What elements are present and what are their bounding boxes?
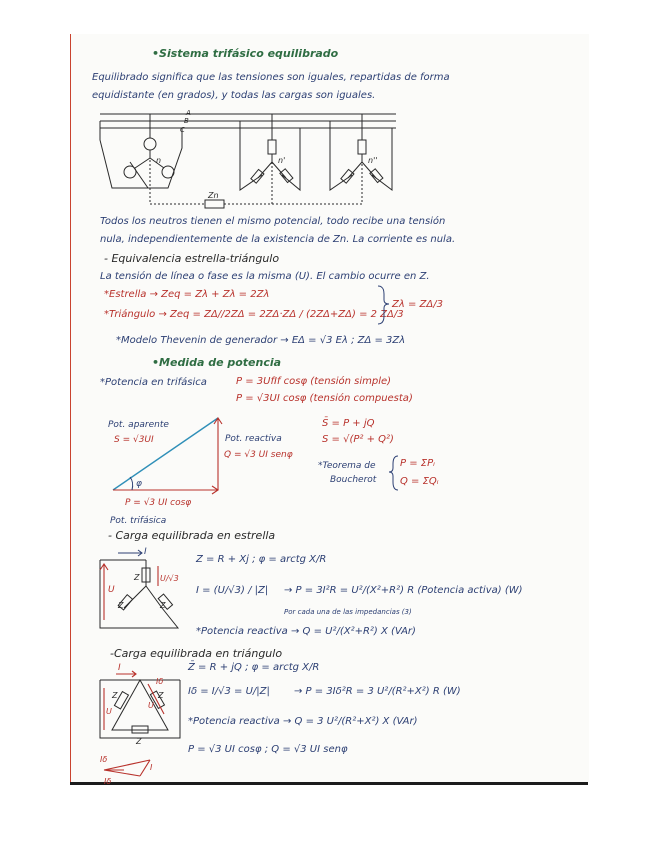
delta-impedance-3: Z (136, 737, 142, 746)
phase-label-b: B (184, 117, 189, 125)
delta-line-current: I (118, 663, 121, 673)
neutral-impedance-label: Zn (208, 191, 219, 200)
neutral-note-line-2: nula, independientemente de la existencia de Zn. La corriente es nula. (100, 234, 456, 245)
boucherot-label-1: *Teorema de (318, 461, 376, 471)
reactive-power-formula: Q = √3 UI senφ (224, 450, 293, 460)
neutral-node-n1: n' (278, 156, 286, 165)
neutral-node-n2: n'' (368, 156, 378, 165)
section-title-sistema-trifasico: •Sistema trifásico equilibrado (152, 47, 339, 60)
star-line-voltage: U (108, 585, 115, 595)
apparent-power-formula: S = √3UI (114, 435, 154, 445)
intro-line-2: equidistante (en grados), y todas las cargas son iguales. (92, 90, 376, 101)
reactive-power-label: Pot. reactiva (225, 434, 282, 444)
star-active-power-formula: → P = 3I²R = U²/(X²+R²) R (Potencia activa) (W) (284, 585, 523, 596)
apparent-power-label: Pot. aparente (108, 420, 169, 430)
phasor-label-is: Iδ (100, 755, 108, 764)
boucherot-label-2: Boucherot (330, 475, 377, 485)
intro-line-1: Equilibrado significa que las tensiones son iguales, repartidas de forma (92, 72, 450, 83)
neutral-note-line-1: Todos los neutros tienen el mismo potencial, todo recibe una tensión (100, 216, 446, 227)
equivalence-result: Zλ = ZΔ/3 (392, 299, 443, 310)
equivalence-note: La tensión de línea o fase es la misma (U). El cambio ocurre en Z. (100, 271, 430, 282)
boucherot-sum-p: P = ΣPᵢ (400, 458, 435, 469)
potencia-trifasica-label: *Potencia en trifásica (100, 377, 207, 388)
estrella-formula: *Estrella → Zeq = Zλ + Zλ = 2Zλ (104, 289, 270, 300)
star-impedance-1: Z (134, 573, 140, 582)
delta-active-power-formula: → P = 3Iδ²R = 3 U²/(R²+X²) R (W) (294, 686, 461, 697)
delta-impedance-1: Z (112, 691, 118, 700)
phase-label-c: C (180, 126, 185, 134)
active-power-label: Pot. trifásica (110, 516, 167, 526)
delta-voltage-1: U (106, 707, 112, 716)
section-title-carga-triangulo: -Carga equilibrada en triángulo (110, 647, 283, 660)
phi-angle-label: φ (136, 479, 142, 489)
star-reactive-power-formula: *Potencia reactiva → Q = U²/(X²+R²) X (VAr) (196, 626, 416, 637)
star-impedance-formula: Z = R + Xj ; φ = arctg X/R (196, 554, 327, 565)
star-phase-voltage: U/√3 (160, 574, 179, 583)
thevenin-model: *Modelo Thevenin de generador → EΔ = √3 Eλ ; ZΔ = 3Zλ (116, 335, 406, 346)
star-impedance-note: Por cada una de las impedancias (3) (284, 608, 412, 616)
delta-phase-current: Iδ (156, 677, 164, 686)
neutral-node-n: n (156, 156, 162, 165)
active-power-formula: P = √3 UI cosφ (125, 498, 192, 508)
boucherot-sum-q: Q = ΣQᵢ (400, 476, 439, 487)
delta-impedance-2: Z (158, 691, 164, 700)
star-impedance-2: Z (118, 601, 124, 610)
phase-label-a: A (186, 109, 191, 117)
power-simple-formula: P = 3UfIf cosφ (tensión simple) (236, 376, 392, 387)
star-impedance-3: Z (160, 601, 166, 610)
star-line-current: I (144, 547, 147, 557)
delta-reactive-power-formula: *Potencia reactiva → Q = 3 U²/(R²+X²) X (VAr) (188, 716, 418, 727)
complex-power-formula: S̄ = P + jQ (322, 418, 375, 429)
section-title-medida-potencia: •Medida de potencia (152, 356, 282, 369)
delta-impedance-formula: Z̄ = R + jQ ; φ = arctg X/R (188, 662, 320, 673)
section-title-equivalencia: - Equivalencia estrella-triángulo (104, 252, 280, 265)
delta-voltage-2: U (148, 701, 154, 710)
star-current-formula: I = (U/√3) / |Z| (196, 585, 269, 596)
delta-pq-formula: P = √3 UI cosφ ; Q = √3 UI senφ (188, 744, 348, 755)
phasor-label-is-2: Iδ (104, 777, 112, 786)
phasor-label-i: I (150, 763, 153, 772)
triangulo-formula: *Triángulo → Zeq = ZΔ//2ZΔ = 2ZΔ·ZΔ / (2ZΔ+ZΔ) = 2 ZΔ/3 (104, 309, 404, 320)
delta-current-formula: Iδ = I/√3 = U/|Z| (188, 686, 270, 697)
section-title-carga-estrella: - Carga equilibrada en estrella (108, 529, 276, 542)
apparent-power-modulus: S = √(P² + Q²) (322, 434, 394, 445)
power-compound-formula: P = √3UI cosφ (tensión compuesta) (236, 393, 413, 404)
